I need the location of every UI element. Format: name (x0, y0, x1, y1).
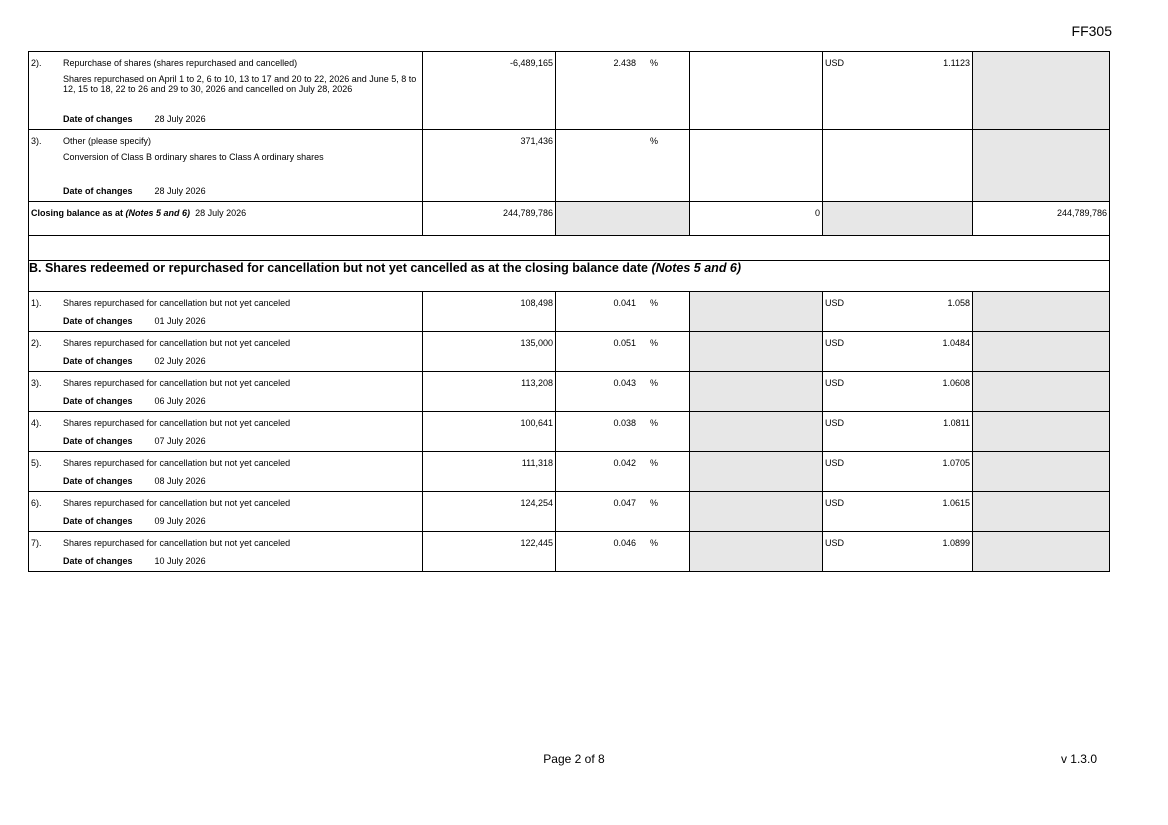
row-number: 3). (31, 378, 42, 388)
date-of-changes (29, 508, 422, 531)
currency-cell (823, 532, 973, 572)
section-b-title: B. Shares redeemed or repurchased for cancellation but not yet cancelled as at the closing balance date (29, 261, 648, 275)
currency-code: USD (825, 498, 845, 508)
spacer-row (29, 236, 1110, 261)
date-of-changes (29, 548, 422, 571)
price-value: 1.0615 (942, 498, 970, 508)
date-value: 02 July 2026 (154, 356, 206, 366)
shares-count: 124,254 (423, 492, 556, 532)
percent-sign: % (650, 538, 659, 548)
section-b-notes: (Notes 5 and 6) (651, 261, 742, 275)
date-value: 09 July 2026 (154, 516, 206, 526)
price-value: 1.0899 (942, 538, 970, 548)
closing-currency-cell (823, 202, 973, 236)
closing-shares: 244,789,786 (423, 202, 556, 236)
date-value: 28 July 2026 (154, 186, 206, 196)
percent-sign: % (650, 136, 659, 146)
currency-cell (823, 412, 973, 452)
row-label: Shares repurchased for cancellation but not yet canceled (63, 338, 291, 348)
date-of-changes (29, 106, 422, 129)
price-value: 1.0705 (942, 458, 970, 468)
currency-cell (823, 332, 973, 372)
row-description (29, 130, 423, 202)
shares-count: -6,489,165 (423, 52, 556, 130)
section-a-rows (29, 52, 1110, 202)
blank-cell (690, 492, 823, 532)
percentage-value: 0.047 (613, 498, 636, 508)
row-label: Other (please specify) (63, 136, 152, 146)
blank-cell (690, 292, 823, 332)
row-description (29, 292, 423, 332)
closing-total: 244,789,786 (973, 202, 1110, 236)
table-row (29, 492, 1110, 532)
total-cell (973, 532, 1110, 572)
currency-cell (823, 130, 973, 202)
currency-code: USD (825, 378, 845, 388)
row-number: 4). (31, 418, 42, 428)
total-cell (973, 130, 1110, 202)
percentage-cell (556, 292, 690, 332)
total-cell (973, 452, 1110, 492)
row-description (29, 452, 423, 492)
date-of-changes (29, 388, 422, 411)
price-value: 1.0608 (942, 378, 970, 388)
blank-cell (690, 372, 823, 412)
row-number: 7). (31, 538, 42, 548)
percentage-value: 2.438 (613, 58, 636, 68)
date-value: 01 July 2026 (154, 316, 206, 326)
closing-col3: 0 (690, 202, 823, 236)
shares-count: 135,000 (423, 332, 556, 372)
blank-cell (690, 52, 823, 130)
total-cell (973, 52, 1110, 130)
percentage-value: 0.041 (613, 298, 636, 308)
price-value: 1.0811 (943, 418, 970, 428)
date-value: 10 July 2026 (154, 556, 206, 566)
blank-cell (690, 130, 823, 202)
date-of-changes (29, 178, 422, 201)
percentage-value: 0.038 (613, 418, 636, 428)
total-cell (973, 372, 1110, 412)
blank-cell (690, 452, 823, 492)
currency-cell (823, 372, 973, 412)
percent-sign: % (650, 298, 659, 308)
percentage-cell (556, 130, 690, 202)
currency-code: USD (825, 418, 845, 428)
table-row (29, 412, 1110, 452)
percentage-value: 0.046 (613, 538, 636, 548)
date-of-changes (29, 308, 422, 331)
row-description (29, 492, 423, 532)
date-value: 08 July 2026 (154, 476, 206, 486)
closing-balance-label: Closing balance as at (Notes 5 and 6) 28 July 2026 (29, 202, 423, 236)
date-label: Date of changes (63, 356, 133, 366)
row-number: 1). (31, 298, 42, 308)
row-details: Conversion of Class B ordinary shares to Class A ordinary shares (63, 152, 324, 162)
closing-balance-row (29, 202, 1110, 236)
total-cell (973, 292, 1110, 332)
currency-cell (823, 292, 973, 332)
total-cell (973, 412, 1110, 452)
table-row (29, 372, 1110, 412)
row-label: Repurchase of shares (shares repurchased and cancelled) (63, 58, 298, 68)
row-description (29, 372, 423, 412)
date-of-changes (29, 468, 422, 491)
row-label: Shares repurchased for cancellation but not yet canceled (63, 298, 291, 308)
shares-count: 122,445 (423, 532, 556, 572)
row-description (29, 412, 423, 452)
currency-code: USD (825, 458, 845, 468)
percentage-value: 0.042 (613, 458, 636, 468)
shares-movement-table (28, 51, 1110, 572)
row-number: 3). (31, 136, 42, 146)
row-label: Shares repurchased for cancellation but not yet canceled (63, 378, 291, 388)
price-value: 1.1123 (943, 58, 970, 68)
table-row (29, 130, 1110, 202)
closing-pct-cell (556, 202, 690, 236)
percentage-cell (556, 412, 690, 452)
percent-sign: % (650, 378, 659, 388)
row-number: 2). (31, 58, 42, 68)
percentage-cell (556, 372, 690, 412)
shares-count: 113,208 (423, 372, 556, 412)
form-version: v 1.3.0 (1060, 752, 1097, 766)
currency-cell (823, 492, 973, 532)
percentage-cell (556, 52, 690, 130)
row-number: 5). (31, 458, 42, 468)
percent-sign: % (650, 498, 659, 508)
table-row (29, 292, 1110, 332)
section-b-header (29, 261, 1110, 292)
date-label: Date of changes (63, 114, 133, 124)
blank-cell (690, 532, 823, 572)
form-code: FF305 (1071, 23, 1112, 39)
row-label: Shares repurchased for cancellation but not yet canceled (63, 498, 291, 508)
date-label: Date of changes (63, 556, 133, 566)
percentage-cell (556, 452, 690, 492)
price-value: 1.0484 (942, 338, 970, 348)
row-description (29, 532, 423, 572)
percent-sign: % (650, 338, 659, 348)
row-description (29, 332, 423, 372)
date-of-changes (29, 348, 422, 371)
date-of-changes (29, 428, 422, 451)
row-number: 2). (31, 338, 42, 348)
section-b-rows (29, 292, 1110, 572)
date-label: Date of changes (63, 316, 133, 326)
blank-cell (690, 332, 823, 372)
date-label: Date of changes (63, 396, 133, 406)
row-label: Shares repurchased for cancellation but not yet canceled (63, 458, 291, 468)
table-row (29, 332, 1110, 372)
page-number: Page 2 of 8 (543, 752, 605, 766)
shares-count: 371,436 (423, 130, 556, 202)
row-details: Shares repurchased on April 1 to 2, 6 to 10, 13 to 17 and 20 to 22, 2026 and June 5, 8 to 12, 15 to 18, 22 to 26 and 29 to 30, 2026 and cancelled on July 28, 2026 (63, 74, 417, 94)
percentage-cell (556, 332, 690, 372)
percent-sign: % (650, 418, 659, 428)
blank-cell (690, 412, 823, 452)
row-number: 6). (31, 498, 42, 508)
total-cell (973, 332, 1110, 372)
currency-code: USD (825, 338, 845, 348)
date-value: 28 July 2026 (154, 114, 206, 124)
currency-cell (823, 452, 973, 492)
row-label: Shares repurchased for cancellation but not yet canceled (63, 418, 291, 428)
shares-count: 100,641 (423, 412, 556, 452)
shares-count: 111,318 (423, 452, 556, 492)
total-cell (973, 492, 1110, 532)
table-row (29, 532, 1110, 572)
currency-cell (823, 52, 973, 130)
currency-code: USD (825, 298, 845, 308)
date-label: Date of changes (63, 476, 133, 486)
percent-sign: % (650, 458, 659, 468)
currency-code: USD (825, 538, 845, 548)
date-label: Date of changes (63, 516, 133, 526)
price-value: 1.058 (947, 298, 970, 308)
date-label: Date of changes (63, 186, 133, 196)
table-row (29, 452, 1110, 492)
percentage-value: 0.051 (613, 338, 636, 348)
percent-sign: % (650, 58, 659, 68)
percentage-cell (556, 532, 690, 572)
row-description (29, 52, 423, 130)
date-label: Date of changes (63, 436, 133, 446)
shares-count: 108,498 (423, 292, 556, 332)
date-value: 07 July 2026 (154, 436, 206, 446)
row-label: Shares repurchased for cancellation but not yet canceled (63, 538, 291, 548)
currency-code: USD (825, 58, 845, 68)
percentage-value: 0.043 (613, 378, 636, 388)
date-value: 06 July 2026 (154, 396, 206, 406)
percentage-cell (556, 492, 690, 532)
table-row (29, 52, 1110, 130)
